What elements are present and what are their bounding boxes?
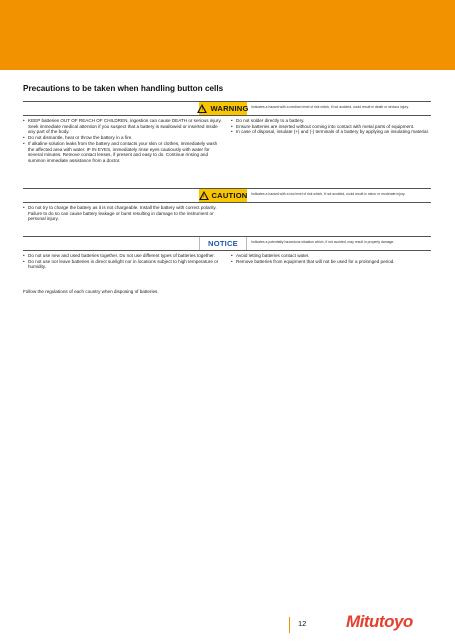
list-item: • Ensure batteries are inserted without coming into contact with metal parts of equipment. [231,123,415,129]
caution-section [23,188,431,222]
notice-signal [199,237,247,250]
notice-header [23,236,431,251]
notice-section [23,236,431,270]
warning-signal [199,102,247,115]
caution-signal [199,189,247,202]
page-title: Precautions to be taken when handling button cells [23,84,224,93]
caution-triangle-icon: ! [199,191,209,200]
page-number-rule [289,617,290,633]
notice-left-column [23,253,223,270]
page-number: 12 [298,619,307,628]
notice-note: Indicates a potentially hazardous situation which, if not avoided, may result in property damage. [251,240,395,244]
warning-note: Indicates a hazard with a medium level of risk which, if not avoided, could result in death or serious injury. [251,105,409,109]
list-item: • In case of disposal, insulate (+) and (-) terminals of a battery by applying an insulating material. [231,129,429,135]
warning-triangle-icon: ! [197,104,207,113]
warning-left-column [23,118,223,164]
caution-label: CAUTION [211,191,248,200]
list-item: • Avoid letting batteries contact water. [231,253,310,258]
caution-left-column [23,205,223,222]
warning-right-column [231,118,431,164]
list-item: • Do not try to charge the battery as it is not chargeable. Install the battery with correct polarity. Failure to do so can cause battery leakage or burst resulting in damage to the instrument or personal injury. [23,205,217,222]
list-item: • Remove batteries from equipment that will not be used for a prolonged period. [231,258,395,264]
list-subitem: Seek immediate medical attention if you suspect that a battery is swallowed or inserted inside any part of the body. [28,123,218,135]
notice-right-column [231,253,431,270]
list-item: • Do not dismantle, heat or throw the battery in a fire. [23,135,133,141]
caution-right-column [231,205,431,222]
warning-section [23,101,431,164]
list-item: • Do not use new and used batteries together. Do not use different types of batteries together. [23,253,215,258]
warning-label: WARNING [210,104,249,113]
list-item: • KEEP batteries OUT OF REACH OF CHILDREN, ingestion can cause DEATH or serious injury. Seek immediate medical attention if you suspect that a battery is swallowed or inserted inside any part of the body. [23,118,222,135]
header-band [0,0,455,70]
list-item: • If alkaline solution leaks from the battery and contacts your skin or clothes, immediately wash the affected area with water. IF IN EYES, immediately rinse eyes cautiously with water for several minutes. Remove contact lenses, if present and easy to do. Continue rinsing and summon immediate assistance from a doctor. [23,140,218,163]
brand-logo: Mitutoyo [346,612,413,631]
caution-note: Indicates a hazard with a low level of risk which, if not avoided, could result in minor or moderate injury. [251,192,406,196]
list-item: • Do not use nor leave batteries in direct sunlight nor in locations subject to high temperature or humidity. [23,258,219,270]
list-item: • Do not solder directly to a battery. [231,118,305,123]
caution-header [23,188,431,203]
disposal-note: Follow the regulations of each country when disposing of batteries. [23,289,159,294]
warning-header [23,101,431,116]
notice-label: NOTICE [208,239,238,248]
